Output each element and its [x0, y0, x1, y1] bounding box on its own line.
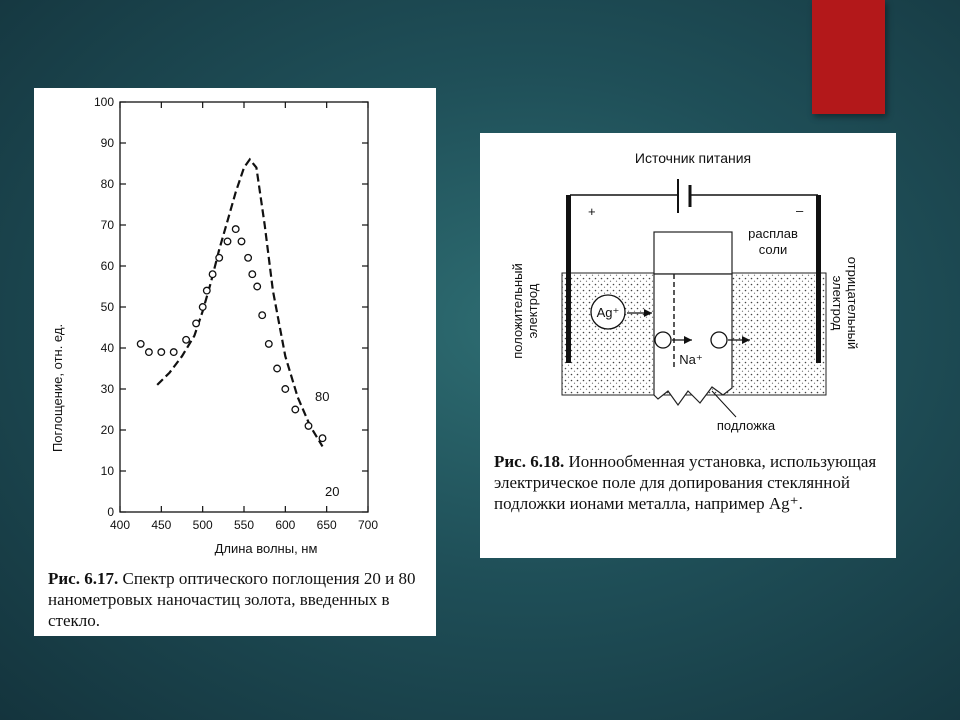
- na-ion-left: [655, 332, 671, 348]
- series-20-point: [245, 255, 252, 262]
- molten-salt-label: расплав соли: [748, 226, 798, 257]
- series-80-line: [157, 159, 322, 446]
- x-axis-label: Длина волны, нм: [214, 541, 318, 556]
- y-tick-label: 80: [100, 177, 114, 191]
- figure-6-17-panel: [34, 88, 436, 636]
- caption-text: Ионнообменная установка, использующая электрическое поле для допирования стеклянной подложки ионами металла, например Ag⁺.: [494, 452, 877, 513]
- x-tick-label: 600: [275, 518, 296, 532]
- x-tick-label: 450: [151, 518, 172, 532]
- x-tick-label: 500: [192, 518, 213, 532]
- x-tick-label: 650: [316, 518, 337, 532]
- series-label-20: 20: [325, 484, 340, 499]
- na-ion-label: Na⁺: [679, 352, 703, 367]
- series-20-point: [319, 435, 326, 442]
- positive-electrode-label: положительныйэлектрод: [510, 263, 540, 359]
- series-20-point: [254, 283, 261, 290]
- y-tick-label: 70: [100, 218, 114, 232]
- na-ion-right: [711, 332, 727, 348]
- minus-sign: –: [796, 203, 804, 218]
- y-tick-label: 60: [100, 259, 114, 273]
- caption-label: Рис. 6.18.: [494, 452, 565, 471]
- series-20-point: [282, 386, 289, 393]
- substrate-label: подложка: [716, 418, 776, 433]
- series-20-point: [209, 271, 216, 278]
- series-20-point: [238, 238, 245, 245]
- series-20-point: [199, 304, 206, 311]
- series-20-point: [224, 238, 231, 245]
- series-20-point: [259, 312, 266, 319]
- plus-sign: +: [588, 204, 596, 219]
- series-20-point: [204, 287, 211, 294]
- plot-frame: [120, 102, 368, 512]
- series-20-point: [183, 337, 190, 344]
- figure-6-17-caption: [48, 568, 426, 631]
- y-axis-label: Поглощение, отн. ед.: [50, 323, 65, 453]
- series-label-80: 80: [315, 389, 330, 404]
- x-tick-label: 550: [233, 518, 255, 532]
- absorption-chart: [34, 88, 436, 558]
- series-20-point: [193, 320, 200, 327]
- series-20-point: [305, 423, 312, 430]
- caption-label: Рис. 6.17.: [48, 569, 119, 588]
- caption-text: Спектр оптического поглощения 20 и 80 нанометровых наночастиц золота, введенных в стекло.: [48, 569, 416, 630]
- ion-exchange-diagram: [480, 133, 896, 443]
- series-20-point: [292, 406, 299, 413]
- substrate-holder: [654, 232, 732, 274]
- series-20-point: [274, 365, 281, 372]
- power-source-label: Источник питания: [634, 150, 752, 166]
- figure-6-18-caption: [494, 451, 886, 514]
- y-tick-label: 0: [107, 505, 114, 519]
- negative-electrode: [816, 195, 821, 363]
- series-20-point: [170, 349, 177, 356]
- y-tick-label: 40: [100, 341, 114, 355]
- figure-6-18-panel: [480, 133, 896, 558]
- accent-tab: [812, 0, 885, 114]
- series-20-point: [158, 349, 165, 356]
- series-20-point: [137, 341, 144, 348]
- series-20-point: [249, 271, 256, 278]
- y-tick-label: 90: [100, 136, 114, 150]
- y-tick-label: 50: [100, 300, 114, 314]
- series-20-point: [232, 226, 239, 233]
- positive-electrode: [566, 195, 571, 363]
- y-tick-label: 20: [100, 423, 114, 437]
- x-tick-label: 400: [109, 518, 131, 532]
- series-20-point: [146, 349, 153, 356]
- series-20-point: [216, 255, 223, 262]
- negative-electrode-label: отрицательныйэлектрод: [830, 256, 860, 350]
- ag-ion-label: Ag⁺: [596, 305, 620, 320]
- y-tick-label: 10: [100, 464, 114, 478]
- x-tick-label: 700: [357, 518, 379, 532]
- y-tick-label: 100: [93, 95, 114, 109]
- y-tick-label: 30: [100, 382, 114, 396]
- series-20-point: [266, 341, 273, 348]
